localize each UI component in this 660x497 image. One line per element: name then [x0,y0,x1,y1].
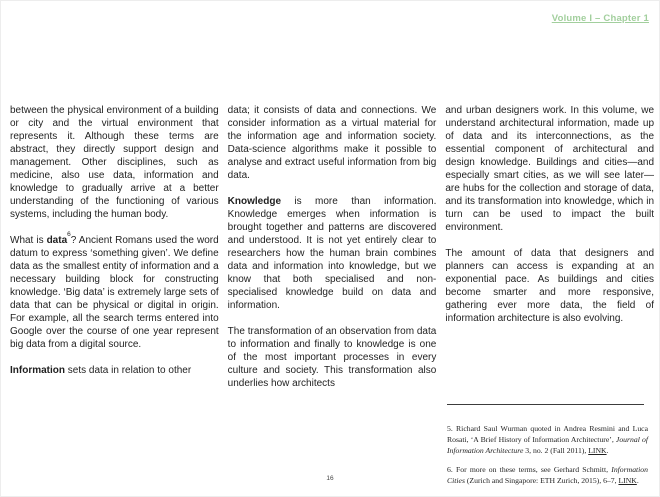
footnote-divider [447,404,644,405]
paragraph-text: between the physical environment of a building or city and the virtual environment that represents it. Although these terms are abstract, they directly support design and management. Other disciplines, such as medicine, also use data, information and knowledge to gradually arrive at a better understanding of the functioning of various systems, including the human body. [10,105,219,220]
footnote-text: 6. For more on these terms, see Gerhard Schmitt, [447,465,612,474]
bold-term-knowledge: Knowledge [227,196,282,207]
bold-term-information: Information [10,365,65,376]
footnote-text: . [606,446,609,455]
footnote-ref-6: 6 [67,230,71,238]
footnote-link[interactable]: LINK [588,446,607,455]
paragraph-text: The transformation of an observation from data to information and finally to knowledge is one of the most important processes in every culture and society. This transformation also underlies how architects [227,326,437,389]
paragraph [10,104,219,221]
paragraph [228,104,437,182]
footnote-text: (Zurich and Singapore: ETH Zurich, 2015), 6–7, [464,476,619,485]
paragraph [445,104,654,234]
footnotes [447,423,648,494]
paragraph [10,364,219,377]
footnote-text: 3, no. 2 (Fall 2011), [523,446,589,455]
text-column-1 [10,104,219,390]
paragraph-text: The amount of data that designers and planners can access is expanding at an exponential pace. As buildings and cities become smarter and more responsive, gathering ever more data, the field of information architecture is also evolving. [445,248,655,324]
footnote-italic-title: Information Cities [447,465,648,485]
footnote-5 [447,423,648,456]
footnote-text: 5. Richard Saul Wurman quoted in Andrea Resmini and Luca Rosati, ‘A Brief History of Information Architecture’, [447,424,648,444]
chapter-header-link[interactable]: Volume I – Chapter 1 [551,13,649,24]
paragraph-text: and urban designers work. In this volume, we understand architectural information, made up of data and its interconnections, as the essential component of architectural and design knowledge. Buildings and cities—and especially smart cities, as we will see later—are hubs for the collection and storage of data, and its transformation into knowledge, which in turn can be used to impact the built environment. [445,105,655,233]
paragraph-text: data; it consists of data and connections. We consider information as a virtual material for the information age and information society. Data-science algorithms make it possible to analyse and extract useful information from big data. [227,105,437,181]
paragraph [445,247,654,325]
paragraph-text: sets data in relation to other [65,365,192,376]
page-number: 16 [326,475,334,482]
paragraph [10,230,219,351]
paragraph-text: ? Ancient Romans used the word datum to express ‘something given’. We define data as the smallest entity of information and a necessary building block for constructing knowledge. ‘Big data’ is extremely large sets of data that can be physical or digital in origin. For example, all the search terms entered into Google over the course of one year represent big data from a digital source. [10,235,219,350]
text-column-2 [228,104,437,390]
footnote-italic-title: Journal of Information Architecture [447,435,648,455]
paragraph-text: What is [10,235,47,246]
paragraph [228,325,437,390]
paragraph-text: is more than information. Knowledge emerges when information is brought together and patterns are discovered and understood. It is not yet entirely clear to researchers how the human brain combines data and information into knowledge, but we know that both specialised and non-specialised knowledge build on data and information. [227,196,437,311]
text-column-3 [445,104,654,390]
text-columns [10,104,654,390]
bold-term-data: data [46,235,68,246]
footnote-link[interactable]: LINK [618,476,637,485]
paragraph [228,195,437,312]
footnote-text: . [636,476,639,485]
